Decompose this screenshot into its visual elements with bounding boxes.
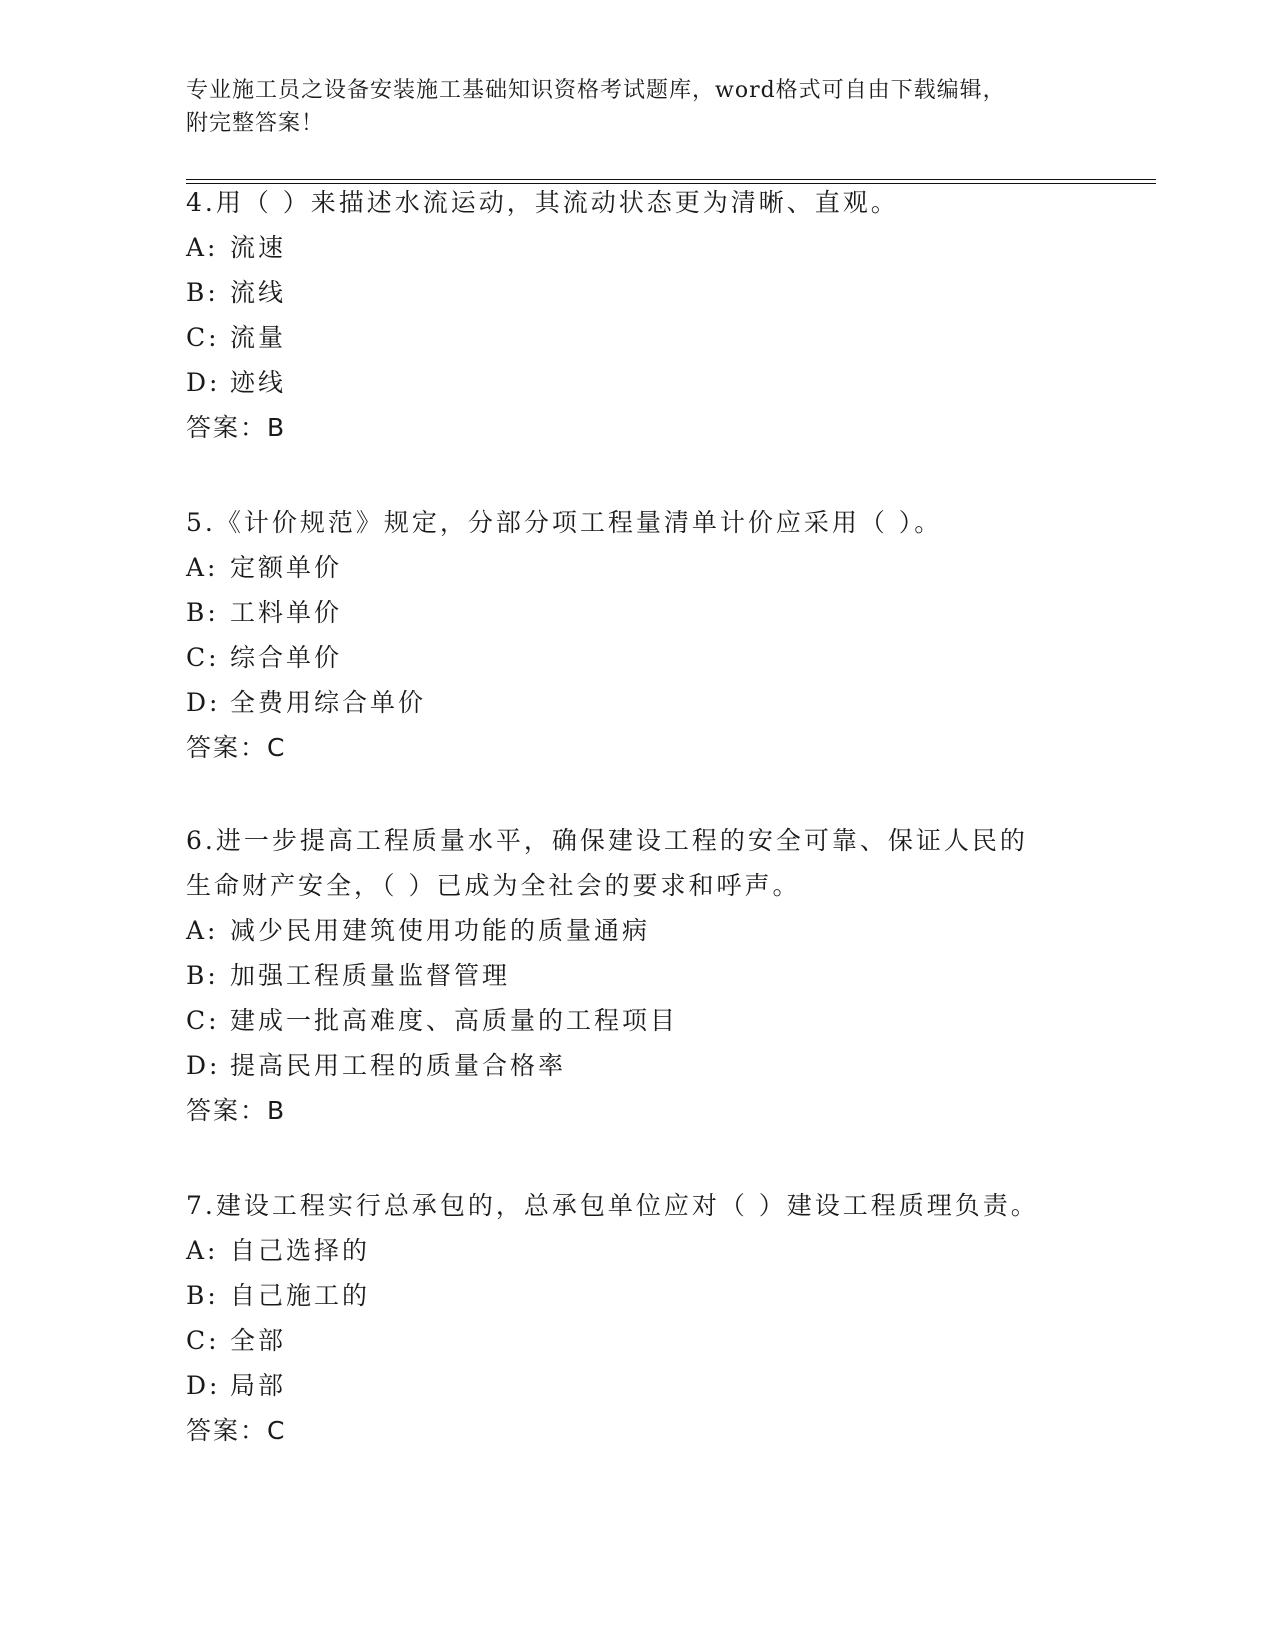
option-text: 局部: [230, 1371, 287, 1400]
option-key: D:: [186, 688, 221, 717]
option-text: 定额单价: [230, 553, 343, 582]
answer-line: 答案：B: [186, 1096, 287, 1125]
answer-line: 答案：C: [186, 733, 287, 762]
option-d: [186, 1043, 1086, 1088]
option-key: B:: [186, 598, 219, 627]
answer-line: 答案：C: [186, 1416, 287, 1445]
option-b: [186, 590, 1086, 635]
option-key: B:: [186, 961, 219, 990]
option-text: 自己选择的: [230, 1236, 371, 1265]
question-stem: 5.《计价规范》规定，分部分项工程量清单计价应采用（ ）。: [186, 508, 943, 537]
option-c: [186, 315, 1086, 360]
option-text: 建成一批高难度、高质量的工程项目: [230, 1006, 679, 1035]
option-text: 减少民用建筑使用功能的质量通病: [230, 916, 651, 945]
question-stem: 6.进一步提高工程质量水平，确保建设工程的安全可靠、保证人民的: [186, 826, 1028, 855]
option-d: [186, 680, 1086, 725]
question-4: [186, 180, 1086, 450]
question-6: [186, 818, 1086, 1133]
option-text: 提高民用工程的质量合格率: [230, 1051, 567, 1080]
option-key: B:: [186, 278, 219, 307]
option-key: A:: [186, 1236, 219, 1265]
option-key: A:: [186, 916, 219, 945]
question-stem: 4.用（ ）来描述水流运动，其流动状态更为清晰、直观。: [186, 188, 899, 217]
option-key: C:: [186, 323, 220, 352]
option-text: 流线: [230, 278, 287, 307]
option-text: 流速: [230, 233, 287, 262]
option-b: [186, 953, 1086, 998]
option-key: D:: [186, 1051, 221, 1080]
question-5: [186, 500, 1086, 770]
option-text: 自己施工的: [230, 1281, 371, 1310]
question-7: [186, 1183, 1086, 1453]
question-stem: 7.建设工程实行总承包的，总承包单位应对（ ）建设工程质理负责。: [186, 1191, 1039, 1220]
option-c: [186, 998, 1086, 1043]
option-d: [186, 360, 1086, 405]
option-text: 全费用综合单价: [230, 688, 427, 717]
header-line-2: 附完整答案！: [186, 111, 325, 136]
answer-line: 答案：B: [186, 413, 287, 442]
header-line-1: 专业施工员之设备安装施工基础知识资格考试题库，word格式可自由下载编辑，: [186, 78, 1006, 103]
option-b: [186, 1273, 1086, 1318]
option-key: D:: [186, 368, 221, 397]
option-text: 全部: [230, 1326, 287, 1355]
option-key: B:: [186, 1281, 219, 1310]
option-a: [186, 1228, 1086, 1273]
document-header: [186, 74, 1086, 140]
option-b: [186, 270, 1086, 315]
option-a: [186, 225, 1086, 270]
option-key: D:: [186, 1371, 221, 1400]
option-a: [186, 908, 1086, 953]
option-key: C:: [186, 643, 220, 672]
option-text: 综合单价: [230, 643, 343, 672]
option-key: C:: [186, 1006, 220, 1035]
question-stem-continued: 生命财产安全，（ ）已成为全社会的要求和呼声。: [186, 871, 801, 900]
option-c: [186, 1318, 1086, 1363]
option-key: A:: [186, 553, 219, 582]
option-text: 迹线: [230, 368, 287, 397]
option-a: [186, 545, 1086, 590]
option-key: C:: [186, 1326, 220, 1355]
option-d: [186, 1363, 1086, 1408]
option-c: [186, 635, 1086, 680]
option-text: 工料单价: [230, 598, 343, 627]
option-text: 加强工程质量监督管理: [230, 961, 511, 990]
option-key: A:: [186, 233, 219, 262]
option-text: 流量: [230, 323, 287, 352]
